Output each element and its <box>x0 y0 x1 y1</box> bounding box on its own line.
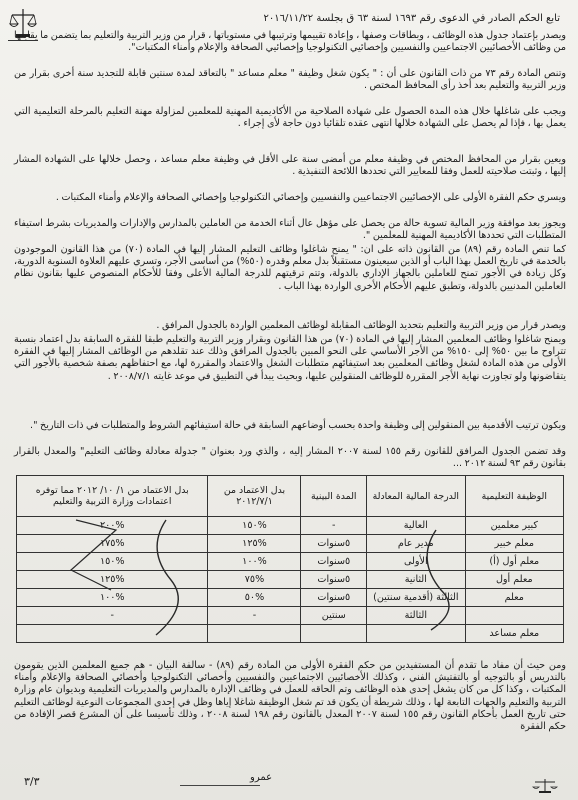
table-cell: معلم أول <box>465 571 563 589</box>
table-cell: - <box>208 607 301 625</box>
document-header: تابع الحكم الصادر في الدعوى رقم ١٦٩٣ لسنة ٦٣ ق بجلسة ٢٠١٦/١١/٢٢ <box>263 13 560 24</box>
paragraph-8: ويصدر قرار من وزير التربية والتعليم بتحديد الوظائف المقابلة لوظائف المعلمين الواردة بالجدول المرافق . <box>156 320 566 331</box>
paragraph-3: ويجب على شاغلها خلال هذه المدة الحصول على شهادة الصلاحية من الأكاديمية المهنية للمعلمين لمزاولة مهنة التعليم بالمرحلة التعليمية التي يعمل بها ، فإذا لم يحصل على الشهادة خلالها انتهى عقده تلقائيا دون حاجة لأى إجراء . <box>14 106 566 130</box>
table-cell: الثالثة (أقدمية سنتين) <box>367 589 465 607</box>
table-cell: %٥٠ <box>208 589 301 607</box>
table-cell: ٥سنوات <box>301 571 367 589</box>
table-cell: - <box>301 517 367 535</box>
table-cell: الأولى <box>367 553 465 571</box>
table-cell: %١٥٠ <box>17 553 208 571</box>
table-cell: %١٧٥ <box>17 535 208 553</box>
table-cell: الثانية <box>367 571 465 589</box>
table-cell: %١٥٠ <box>208 517 301 535</box>
table-cell: معلم أول (أ) <box>465 553 563 571</box>
paragraph-11: وقد تضمن الجدول المرافق للقانون رقم ١٥٥ لسنة ٢٠٠٧ المشار إليه ، والذي ورد بعنوان " جدولة معادلة وظائف التعليم" والمعدل بالقرار بقانون رقم ٩٣ لسنة ٢٠١٢ ... <box>14 446 566 470</box>
paragraph-4: ويعين بقرار من المحافظ المختص في وظيفة معلم من أمضى سنة على الأقل في وظيفة معلم مساعد ، وحصل خلالها على الشهادة المشار إليها ، وثبتت صلاحيته للعمل وفقا للمعايير التي تحددها اللائحة التنفيذية . <box>14 154 566 178</box>
table-cell: ٥سنوات <box>301 589 367 607</box>
table-cell: %١٢٥ <box>17 571 208 589</box>
signature-line <box>180 785 260 786</box>
paragraph-6: ويجوز بعد موافقة وزير المالية تسوية حالة من يحصل على مؤهل عال أثناء الخدمة من العاملين بالمدارس والإدارات والمديريات بشرط استيفاء المتطلبات التي تحددها الأكاديمية المهنية للمعلمين ". <box>14 218 566 242</box>
table-header: بدل الاعتماد من ١/ ١٠/ ٢٠١٢ مما توفره اعتمادات وزارة التربية والتعليم <box>17 476 208 517</box>
table-cell: %١٠٠ <box>17 589 208 607</box>
table-cell: %١٢٥ <box>208 535 301 553</box>
table-cell: %٢٠٠ <box>17 517 208 535</box>
table-header: الوظيفة التعليمية <box>465 476 563 517</box>
paragraph-2: وتنص المادة رقم ٧٣ من ذات القانون على أن : " يكون شغل وظيفة " معلم مساعد " بالتعاقد لمدة سنتين قابلة للتجديد سنة أخرى بقرار من وزير التربية والتعليم بعد أخذ رأى المحافظ المختص . <box>14 68 566 92</box>
handwritten-marks <box>16 510 564 650</box>
paragraph-7: كما تنص المادة رقم (٨٩) من القانون ذاته على ان: " يمنح شاغلوا وظائف التعليم المشار إليها في المادة (٧٠) من هذا القانون الموجودون بالخدمة في تاريخ العمل بهذا الباب أو الذين سيعينون مستقبلاً بدل معلم وقدره (٥٠%) من أساسى الأجر، وتسري عليهم العلاوة السنوية الدورية، وكل زيادة في الأجور تمنح للعاملين بالجهاز الإداري بالدولة، وتتم ترقيتهم للدرجة المالية الأعلى وفقا للأحكام المنصوص عليها بقانون نظام العاملين المدنيين بالدولة، وتطبق عليهم الأحكام الأخرى الواردة بهذا الباب . <box>14 244 566 292</box>
table-cell: %١٠٠ <box>208 553 301 571</box>
table-cell: ٥سنوات <box>301 553 367 571</box>
table-header: المدة البينية <box>301 476 367 517</box>
paragraph-1: ويصدر بإعتماد جدول هذه الوظائف ، وبطاقات وصفها ، وإعادة تقييمها وترتيبها في مستوياتها ، قرار من وزير التربية والتعليم بما يتضمن ما يقابلها من وظائف الأخصائيين الاجتماعيين والنفسيين وإخصائيي التكنولوجيا وإخصائيي الصحافة والإعلام وأمناء المكتبات". <box>14 30 566 54</box>
table-cell: %٧٥ <box>208 571 301 589</box>
table-cell: معلم خبير <box>465 535 563 553</box>
scales-of-justice-icon <box>530 778 560 794</box>
table-cell: سنتين <box>301 607 367 625</box>
paragraph-5: ويسري حكم الفقرة الأولى على الإخصائيين الاجتماعيين والنفسيين وإخصائي التكنولوجيا وإخصائي الصحافة والإعلام وأمناء المكتبات . <box>55 192 566 203</box>
table-cell: العالية <box>367 517 465 535</box>
table-cell: ٥سنوات <box>301 535 367 553</box>
closing-paragraph: ومن حيث أن مفاد ما تقدم أن المستفيدين من حكم الفقرة الأولى من المادة رقم (٨٩) - سالفة البيان - هم جميع المعلمين الذين يقومون بالتدريس أو بالتوجيه أو بالتفتيش الفني ، وكذلك الأخصائيين الاجتماعيين والنفسيين وأخصائي التكنولوجيا وأخصائي الصحافة والإعلام وأمناء المكتبات ، وكذا كل من كان يشغل إحدى هذه الوظائف وتم الحاقه للعمل في وظائف الإدارة بالمدارس والمديريات التعليمية وبديوان عام وزارة التربية والتعليم والجهات التابعة لها ، وذلك شريطة أن يكون قد تم شغل الوظيفة شاغلا إياها وظل في إحدى المجموعات النوعية لوظائف التعليم حتى تاريخ العمل بأحكام القانون رقم ١٥٥ لسنة ٢٠٠٧ المعدل بالقانون رقم ١٩٨ لسنة ٢٠٠٨ ، وذلك تأسيسا على أن المشرع قصر الإفادة من حكم الفقرة <box>14 660 567 733</box>
table-cell: الثالثة <box>367 607 465 625</box>
table-header: الدرجة المالية المعادلة <box>367 476 465 517</box>
table-cell: معلم مساعد <box>465 625 563 643</box>
page-number: ٣/٣ <box>24 775 40 788</box>
table-cell: مدير عام <box>367 535 465 553</box>
table-header: بدل الاعتماد من ٢٠١٢/٧/١ <box>208 476 301 517</box>
paragraph-10: ويكون ترتيب الأقدمية بين المنقولين إلى وظيفة واحدة بحسب أوضاعهم السابقة في حالة استيفائهم الشروط والمتطلبات في ذات التاريخ ". <box>30 420 566 431</box>
table-cell: معلم <box>465 589 563 607</box>
signature-note: عمرو <box>250 772 273 783</box>
paragraph-9: ويمنح شاغلوا وظائف المعلمين المشار إليها في المادة (٧٠) من هذا القانون وبقرار وزير التربية والتعليم طبقا للفقرة السابقة بدل اعتماد بنسبة تتراوح ما بين ٥٠% إلى ١٥٠% من الأجر الأساسي على النحو المبين بالجدول المرافق وذلك عند تقلدهم من الوظائف المشار إليها في الفقرة الأولى من هذه المادة لشغل وظائف المعلمين بعد استيفائهم متطلبات الشغل والاعتماد والمقررة لها، مع احتفاظهم بصفة شخصية بالأجور التي يتقاضونها ولو تجاوزت نهاية الأجر المقررة للوظائف المنقولين عليها، وبحيث يبدأ في التطبيق في موعد غايته ٢٠٠٨/٧/١ . <box>14 334 566 382</box>
table-cell: - <box>17 607 208 625</box>
table-cell: كبير معلمين <box>465 517 563 535</box>
